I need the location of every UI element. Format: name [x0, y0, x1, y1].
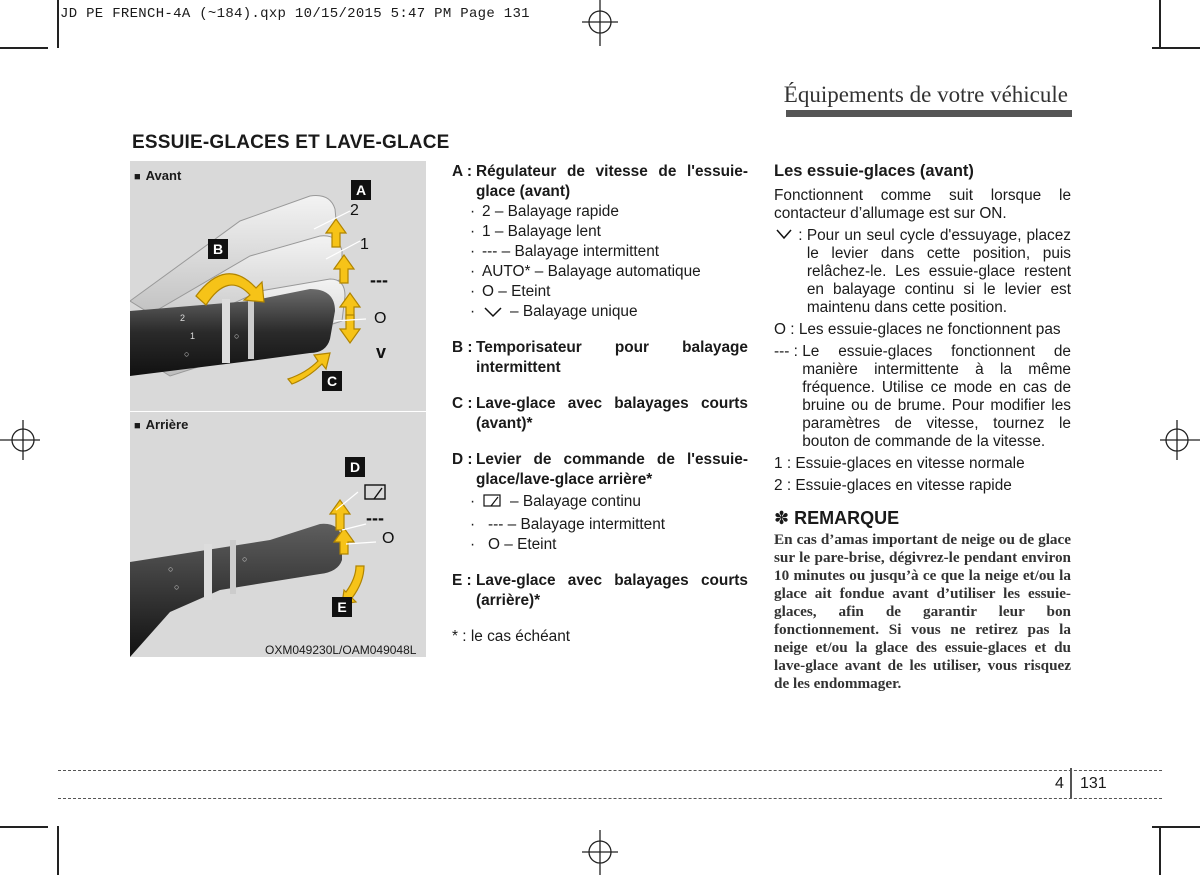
definition-text: Les essuie-glaces ne fonctionnent pas: [798, 321, 1061, 338]
legend-item-d: [452, 450, 748, 490]
running-head-rule: [786, 110, 1072, 117]
legend-e-text: Lave-glace avec balayages courts (arrière)*: [476, 572, 748, 609]
definition-key: :: [794, 227, 807, 244]
legend-d-item: O – Eteint: [488, 536, 557, 553]
svg-text:○: ○: [242, 554, 248, 564]
figure-front-label: ■ Avant: [134, 168, 181, 183]
note-body: En cas d’amas important de neige ou de glace sur le pare-brise, dégivrez-le pendant environ 10 minutes ou jusqu’à ce que la neige et/ou la glace ait fondue avant d’utiliser les essuie-glaces, afin de garantir leur bon fonctionnement. Si vous ne retirez pas la neige et/ou la glace des essuie-glaces et du lave-glace avant de les utiliser, vous risquez de les endommager.: [774, 531, 1071, 692]
single-wipe-icon: [482, 305, 504, 319]
legend-d-item: – Balayage continu: [510, 493, 641, 510]
list-item: · O – Eteint: [470, 536, 557, 553]
front-mark-intermittent: ---: [370, 270, 388, 290]
definition-key: 1 :: [774, 455, 796, 472]
svg-text:○: ○: [174, 582, 180, 592]
crop-mark-br-v: [1159, 826, 1161, 875]
legend-c-key: C :: [452, 395, 473, 412]
rear-mark-off: O: [382, 530, 395, 547]
single-wipe-icon: [774, 227, 794, 241]
definition-key: --- :: [774, 343, 803, 360]
rear-mark-intermittent: ---: [366, 508, 384, 528]
footer-rule-bottom: [58, 798, 1162, 799]
definition-text: Pour un seul cycle d'essuyage, placez le levier dans cette position, puis relâchez-le. Les essuie-glace restent en balayage continu si le levier est maintenu dans cette position.: [806, 227, 1071, 316]
list-item: · --- – Balayage intermittent: [470, 516, 666, 533]
legend-a-text: Régulateur de vitesse de l'essuie-glace (avant): [476, 163, 748, 200]
crop-mark-tr-v: [1159, 0, 1161, 48]
badge-d: D: [345, 457, 365, 477]
crop-mark-tl-h: [0, 47, 48, 49]
crop-mark-tr-h: [1152, 47, 1200, 49]
list-item: · – Balayage unique: [470, 303, 638, 320]
continuous-wipe-icon: [364, 482, 388, 504]
front-mark-2: 2: [350, 202, 359, 219]
definition-off: [774, 321, 1071, 339]
list-item: · O – Eteint: [470, 283, 551, 300]
footnote: * : le cas échéant: [452, 628, 571, 645]
crop-mark-tl-v: [57, 0, 59, 48]
badge-a: A: [351, 180, 371, 200]
definition-fast: [774, 477, 1071, 495]
definition-text: Essuie-glaces en vitesse rapide: [795, 477, 1012, 494]
front-mark-single: v: [376, 342, 387, 362]
front-mark-1: 1: [360, 236, 369, 253]
legend-d-text: Levier de commande de l'essuie-glace/lave-glace arrière*: [476, 451, 748, 488]
legend-item-c: [452, 394, 748, 434]
running-head: Équipements de votre véhicule: [783, 82, 1068, 107]
definition-text: Essuie-glaces en vitesse normale: [795, 455, 1025, 472]
registration-target-right: [1160, 418, 1200, 462]
figure-rear-label: ■ Arrière: [134, 417, 188, 432]
legend-a-list: [452, 202, 748, 322]
footer-rule-top: [58, 770, 1162, 771]
wipers-heading: Les essuie-glaces (avant): [774, 162, 974, 180]
legend-a-item: 1 – Balayage lent: [482, 223, 601, 240]
legend-a-item: O – Eteint: [482, 283, 551, 300]
legend-b-key: B :: [452, 339, 473, 356]
badge-b: B: [208, 239, 228, 259]
section-title: ESSUIE-GLACES ET LAVE-GLACE: [132, 132, 450, 153]
crop-mark-bl-h: [0, 826, 48, 828]
legend-a-item: --- – Balayage intermittent: [482, 243, 660, 260]
legend-a-item: AUTO* – Balayage automatique: [482, 263, 701, 280]
definition-normal: [774, 455, 1071, 473]
right-column: [774, 162, 1071, 693]
list-item: · 1 – Balayage lent: [470, 223, 601, 240]
definition-intermittent: [774, 343, 1071, 451]
note-title: ✽ REMARQUE: [774, 508, 900, 528]
legend-e-key: E :: [452, 572, 472, 589]
legend-item-a: [452, 162, 748, 202]
list-item: · AUTO* – Balayage automatique: [470, 263, 701, 280]
figure-code: OXM049230L/OAM049048L: [265, 643, 417, 657]
list-item: · --- – Balayage intermittent: [470, 243, 660, 260]
svg-text:○: ○: [234, 331, 240, 341]
svg-text:○: ○: [184, 349, 190, 359]
page-number-separator: [1070, 768, 1072, 798]
registration-target-bottom: [580, 828, 620, 875]
badge-e: E: [332, 597, 352, 617]
definition-text: Le essuie-glaces fonctionnent de manière intermittente à la même fréquence. Utilise ce mode en cas de bruine ou de brume. Pour modifier les paramètres de vitesse, tournez le bouton de commande de la vitesse.: [802, 343, 1071, 450]
svg-text:2: 2: [180, 313, 186, 323]
list-item: · – Balayage continu: [470, 493, 641, 510]
legend-a-key: A :: [452, 163, 472, 180]
legend-b-text: Temporisateur pour balayage intermittent: [476, 339, 748, 376]
svg-text:○: ○: [168, 564, 174, 574]
legend-c-text: Lave-glace avec balayages courts (avant)*: [476, 395, 748, 432]
print-slug: JD PE FRENCH-4A (~184).qxp 10/15/2015 5:47 PM Page 131: [60, 6, 530, 22]
legend-d-list: [452, 492, 748, 555]
wipers-intro: Fonctionnent comme suit lorsque le contacteur d’allumage est sur ON.: [774, 187, 1071, 222]
list-item: · 2 – Balayage rapide: [470, 203, 619, 220]
crop-mark-bl-v: [57, 826, 59, 875]
definition-key: 2 :: [774, 477, 796, 494]
definition-single: [774, 227, 1071, 317]
front-mark-off: O: [374, 310, 387, 327]
legend-d-item: --- – Balayage intermittent: [488, 516, 666, 533]
legend-a-item: – Balayage unique: [510, 303, 638, 320]
svg-text:1: 1: [190, 331, 196, 341]
legend-a-item: 2 – Balayage rapide: [482, 203, 619, 220]
legend-item-e: [452, 571, 748, 611]
page-number: 131: [1080, 775, 1107, 792]
definition-key: O :: [774, 321, 799, 338]
registration-target-top: [580, 0, 620, 48]
chapter-number: 4: [1055, 775, 1064, 792]
badge-c: C: [322, 371, 342, 391]
continuous-wipe-icon: [482, 493, 504, 511]
legend-d-key: D :: [452, 451, 473, 468]
legend-column: [452, 162, 748, 647]
registration-target-left: [0, 418, 40, 462]
crop-mark-br-h: [1152, 826, 1200, 828]
legend-item-b: [452, 338, 748, 378]
